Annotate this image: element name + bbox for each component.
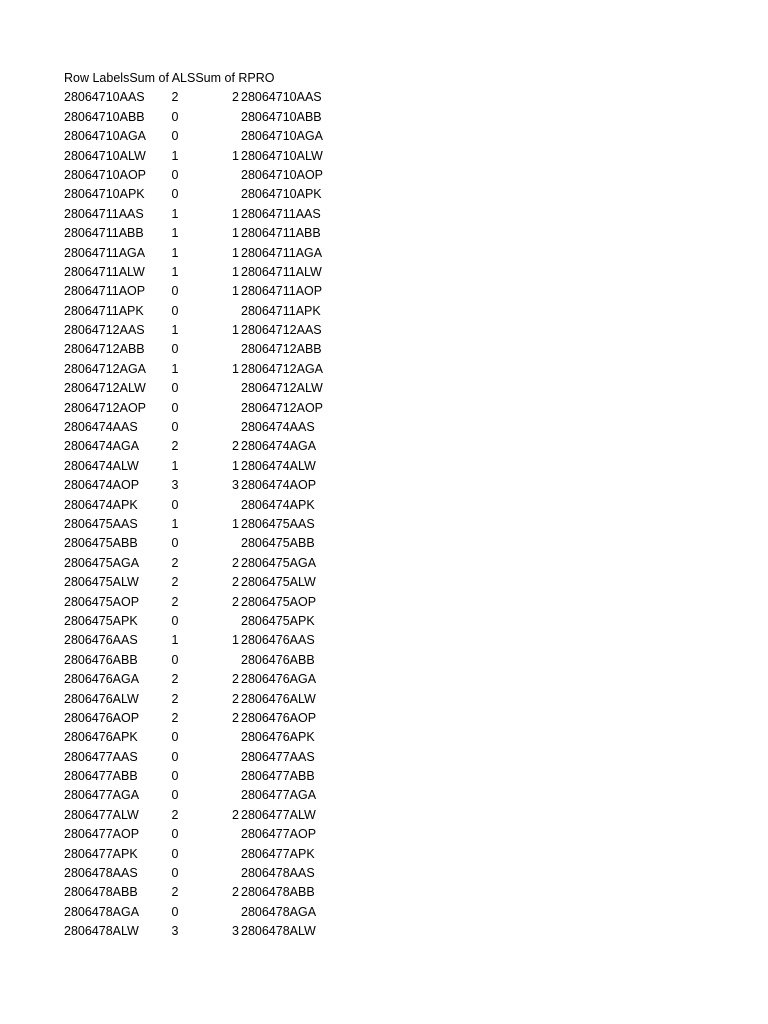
- row-label-cell: 28064712ALW: [64, 381, 146, 396]
- table-row: [64, 418, 364, 437]
- key-cell: 2806476ABB: [241, 652, 315, 667]
- sum-als-cell: 0: [171, 400, 179, 415]
- sum-als-cell: 2: [171, 575, 179, 590]
- table-row: [64, 224, 364, 243]
- row-label-cell: 2806477AGA: [64, 788, 140, 803]
- key-cell: 28064712AAS: [241, 323, 322, 338]
- sum-rpro-cell: 2: [232, 710, 239, 725]
- sum-als-cell: 0: [171, 536, 179, 551]
- sum-als-cell: 1: [171, 245, 179, 260]
- table-row: [64, 767, 364, 786]
- sum-rpro-cell: 1: [232, 245, 239, 260]
- key-cell: 2806474AAS: [241, 420, 315, 435]
- row-label-cell: 2806478AAS: [64, 866, 138, 881]
- pivot-table: [64, 69, 364, 942]
- sum-als-cell: 0: [171, 846, 179, 861]
- row-label-cell: 2806475AAS: [64, 516, 138, 531]
- row-label-cell: 2806475AOP: [64, 594, 140, 609]
- row-label-cell: 2806475APK: [64, 613, 138, 628]
- key-cell: 2806476AOP: [241, 710, 317, 725]
- sum-als-cell: 0: [171, 284, 179, 299]
- sum-rpro-cell: 1: [232, 206, 239, 221]
- table-row: [64, 709, 364, 728]
- key-cell: 2806475APK: [241, 613, 315, 628]
- row-label-cell: 2806477ABB: [64, 769, 138, 784]
- row-label-cell: 2806477ALW: [64, 807, 139, 822]
- sum-als-cell: 1: [171, 361, 179, 376]
- row-label-cell: 2806476ALW: [64, 691, 139, 706]
- key-cell: 28064712AGA: [241, 361, 324, 376]
- key-cell: 28064710ALW: [241, 148, 323, 163]
- sum-als-cell: 0: [171, 109, 179, 124]
- key-cell: 2806474ALW: [241, 458, 316, 473]
- sum-als-cell: 0: [171, 730, 179, 745]
- table-row: [64, 205, 364, 224]
- key-cell: 2806477AOP: [241, 827, 317, 842]
- table-row: [64, 360, 364, 379]
- table-row: [64, 379, 364, 398]
- row-label-cell: 28064710AOP: [64, 167, 147, 182]
- table-row: [64, 321, 364, 340]
- row-label-cell: 2806474AGA: [64, 439, 140, 454]
- sum-als-cell: 0: [171, 187, 179, 202]
- key-cell: 2806477AGA: [241, 788, 317, 803]
- row-label-cell: 2806477AAS: [64, 749, 138, 764]
- sum-als-cell: 0: [171, 497, 179, 512]
- sum-als-cell: 0: [171, 129, 179, 144]
- key-cell: 28064712AOP: [241, 400, 324, 415]
- sum-als-cell: 0: [171, 652, 179, 667]
- sum-rpro-cell: 3: [232, 924, 239, 939]
- row-label-cell: 2806476ABB: [64, 652, 138, 667]
- key-cell: 2806477AAS: [241, 749, 315, 764]
- key-cell: 28064710AGA: [241, 129, 324, 144]
- sum-als-cell: 0: [171, 167, 179, 182]
- sum-rpro-cell: 3: [232, 478, 239, 493]
- table-row: [64, 166, 364, 185]
- table-row: [64, 690, 364, 709]
- key-cell: 2806476AGA: [241, 672, 317, 687]
- key-cell: 28064711ABB: [241, 226, 321, 241]
- key-cell: 2806474AOP: [241, 478, 317, 493]
- key-cell: 2806475AAS: [241, 516, 315, 531]
- row-label-cell: 28064711ALW: [64, 264, 145, 279]
- row-label-cell: 2806477AOP: [64, 827, 140, 842]
- row-label-cell: 2806475ABB: [64, 536, 138, 551]
- sum-als-cell: 0: [171, 420, 179, 435]
- row-label-cell: 28064710ALW: [64, 148, 146, 163]
- row-label-cell: 28064711APK: [64, 303, 144, 318]
- key-cell: 2806475ABB: [241, 536, 315, 551]
- row-label-cell: 28064710ABB: [64, 109, 145, 124]
- sum-als-cell: 0: [171, 769, 179, 784]
- table-row: [64, 437, 364, 456]
- key-cell: 2806476APK: [241, 730, 315, 745]
- sum-als-cell: 2: [171, 691, 179, 706]
- sum-als-cell: 2: [171, 555, 179, 570]
- key-cell: 2806474AGA: [241, 439, 317, 454]
- row-label-cell: 2806476APK: [64, 730, 138, 745]
- sum-als-cell: 2: [171, 90, 179, 105]
- row-label-cell: 28064711AOP: [64, 284, 146, 299]
- sum-als-cell: 2: [171, 710, 179, 725]
- key-cell: 28064712ALW: [241, 381, 323, 396]
- table-row: [64, 340, 364, 359]
- row-label-cell: 2806474AAS: [64, 420, 138, 435]
- sum-rpro-cell: 2: [232, 594, 239, 609]
- table-row: [64, 185, 364, 204]
- key-cell: 2806475ALW: [241, 575, 316, 590]
- table-row: [64, 825, 364, 844]
- sum-als-cell: 2: [171, 439, 179, 454]
- key-cell: 2806478AGA: [241, 904, 317, 919]
- sum-als-cell: 0: [171, 342, 179, 357]
- key-cell: 28064710AAS: [241, 90, 322, 105]
- key-cell: 2806477ABB: [241, 769, 315, 784]
- table-row: [64, 244, 364, 263]
- sum-rpro-cell: 1: [232, 458, 239, 473]
- sum-als-cell: 0: [171, 866, 179, 881]
- sum-als-cell: 0: [171, 788, 179, 803]
- sum-als-cell: 1: [171, 633, 179, 648]
- table-row: [64, 612, 364, 631]
- sum-rpro-cell: 2: [232, 885, 239, 900]
- key-cell: 28064711ALW: [241, 264, 322, 279]
- row-label-cell: 2806478ABB: [64, 885, 138, 900]
- row-label-cell: 28064711ABB: [64, 226, 144, 241]
- row-label-cell: 2806478ALW: [64, 924, 139, 939]
- sum-als-cell: 1: [171, 206, 179, 221]
- row-label-cell: 2806477APK: [64, 846, 138, 861]
- table-row: [64, 263, 364, 282]
- row-label-cell: 28064712AAS: [64, 323, 145, 338]
- table-row: [64, 496, 364, 515]
- sum-rpro-cell: 2: [232, 691, 239, 706]
- table-row: [64, 651, 364, 670]
- table-row: [64, 127, 364, 146]
- sum-als-cell: 0: [171, 613, 179, 628]
- sum-als-cell: 2: [171, 885, 179, 900]
- table-row: [64, 806, 364, 825]
- table-row: [64, 922, 364, 941]
- key-cell: 28064711AAS: [241, 206, 321, 221]
- sum-als-cell: 3: [171, 924, 179, 939]
- table-row: [64, 670, 364, 689]
- sum-rpro-cell: 2: [232, 807, 239, 822]
- sum-als-cell: 1: [171, 323, 179, 338]
- table-row: [64, 302, 364, 321]
- row-label-cell: 2806474APK: [64, 497, 138, 512]
- table-row: [64, 883, 364, 902]
- table-row: [64, 457, 364, 476]
- row-label-cell: 2806474AOP: [64, 478, 140, 493]
- row-label-cell: 2806475ALW: [64, 575, 139, 590]
- table-row: [64, 728, 364, 747]
- key-cell: 28064712ABB: [241, 342, 322, 357]
- sum-als-cell: 2: [171, 807, 179, 822]
- row-label-cell: 28064710AAS: [64, 90, 145, 105]
- table-row: [64, 593, 364, 612]
- sum-als-cell: 1: [171, 264, 179, 279]
- key-cell: 28064710AOP: [241, 167, 324, 182]
- sum-als-cell: 2: [171, 672, 179, 687]
- sum-rpro-cell: 1: [232, 148, 239, 163]
- table-row: [64, 786, 364, 805]
- row-label-cell: 28064710APK: [64, 187, 145, 202]
- table-row: [64, 748, 364, 767]
- sum-rpro-cell: 1: [232, 516, 239, 531]
- table-row: [64, 282, 364, 301]
- sum-rpro-cell: 1: [232, 323, 239, 338]
- row-label-cell: 28064712ABB: [64, 342, 145, 357]
- table-row: [64, 534, 364, 553]
- key-cell: 2806476AAS: [241, 633, 315, 648]
- table-row: [64, 147, 364, 166]
- sum-als-cell: 0: [171, 303, 179, 318]
- sum-rpro-cell: 1: [232, 361, 239, 376]
- pivot-header-row: [64, 69, 364, 88]
- row-label-cell: 2806476AAS: [64, 633, 138, 648]
- key-cell: 2806478AAS: [241, 866, 315, 881]
- key-cell: 2806478ABB: [241, 885, 315, 900]
- table-row: [64, 631, 364, 650]
- table-row: [64, 864, 364, 883]
- sum-rpro-cell: 2: [232, 672, 239, 687]
- sum-als-cell: 3: [171, 478, 179, 493]
- table-row: [64, 515, 364, 534]
- key-cell: 28064711AGA: [241, 245, 323, 260]
- row-label-cell: 2806478AGA: [64, 904, 140, 919]
- sum-als-cell: 1: [171, 516, 179, 531]
- table-row: [64, 903, 364, 922]
- row-label-cell: 28064712AGA: [64, 361, 147, 376]
- key-cell: 2806475AGA: [241, 555, 317, 570]
- table-row: [64, 573, 364, 592]
- sum-als-cell: 0: [171, 827, 179, 842]
- sum-als-cell: 1: [171, 148, 179, 163]
- key-cell: 2806475AOP: [241, 594, 317, 609]
- sum-rpro-cell: 1: [232, 226, 239, 241]
- pivot-header: Row LabelsSum of ALSSum of RPRO: [64, 71, 275, 85]
- key-cell: 28064711APK: [241, 303, 321, 318]
- sum-als-cell: 1: [171, 226, 179, 241]
- key-cell: 2806474APK: [241, 497, 315, 512]
- key-cell: 28064710ABB: [241, 109, 322, 124]
- table-row: [64, 845, 364, 864]
- row-label-cell: 28064712AOP: [64, 400, 147, 415]
- sum-als-cell: 0: [171, 749, 179, 764]
- sum-rpro-cell: 1: [232, 633, 239, 648]
- table-row: [64, 476, 364, 495]
- sum-als-cell: 0: [171, 381, 179, 396]
- key-cell: 2806477APK: [241, 846, 315, 861]
- row-label-cell: 28064710AGA: [64, 129, 147, 144]
- sum-als-cell: 2: [171, 594, 179, 609]
- sum-rpro-cell: 1: [232, 264, 239, 279]
- row-label-cell: 2806476AOP: [64, 710, 140, 725]
- sum-rpro-cell: 2: [232, 555, 239, 570]
- sum-rpro-cell: 2: [232, 90, 239, 105]
- sum-rpro-cell: 1: [232, 284, 239, 299]
- key-cell: 2806477ALW: [241, 807, 316, 822]
- sum-als-cell: 0: [171, 904, 179, 919]
- pivot-rows: [64, 88, 364, 941]
- table-row: [64, 108, 364, 127]
- row-label-cell: 28064711AGA: [64, 245, 146, 260]
- key-cell: 28064711AOP: [241, 284, 323, 299]
- sum-rpro-cell: 2: [232, 575, 239, 590]
- row-label-cell: 2806475AGA: [64, 555, 140, 570]
- row-label-cell: 2806474ALW: [64, 458, 139, 473]
- table-row: [64, 399, 364, 418]
- row-label-cell: 2806476AGA: [64, 672, 140, 687]
- table-row: [64, 88, 364, 107]
- table-row: [64, 554, 364, 573]
- sum-als-cell: 1: [171, 458, 179, 473]
- key-cell: 28064710APK: [241, 187, 322, 202]
- key-cell: 2806476ALW: [241, 691, 316, 706]
- key-cell: 2806478ALW: [241, 924, 316, 939]
- row-label-cell: 28064711AAS: [64, 206, 144, 221]
- sum-rpro-cell: 2: [232, 439, 239, 454]
